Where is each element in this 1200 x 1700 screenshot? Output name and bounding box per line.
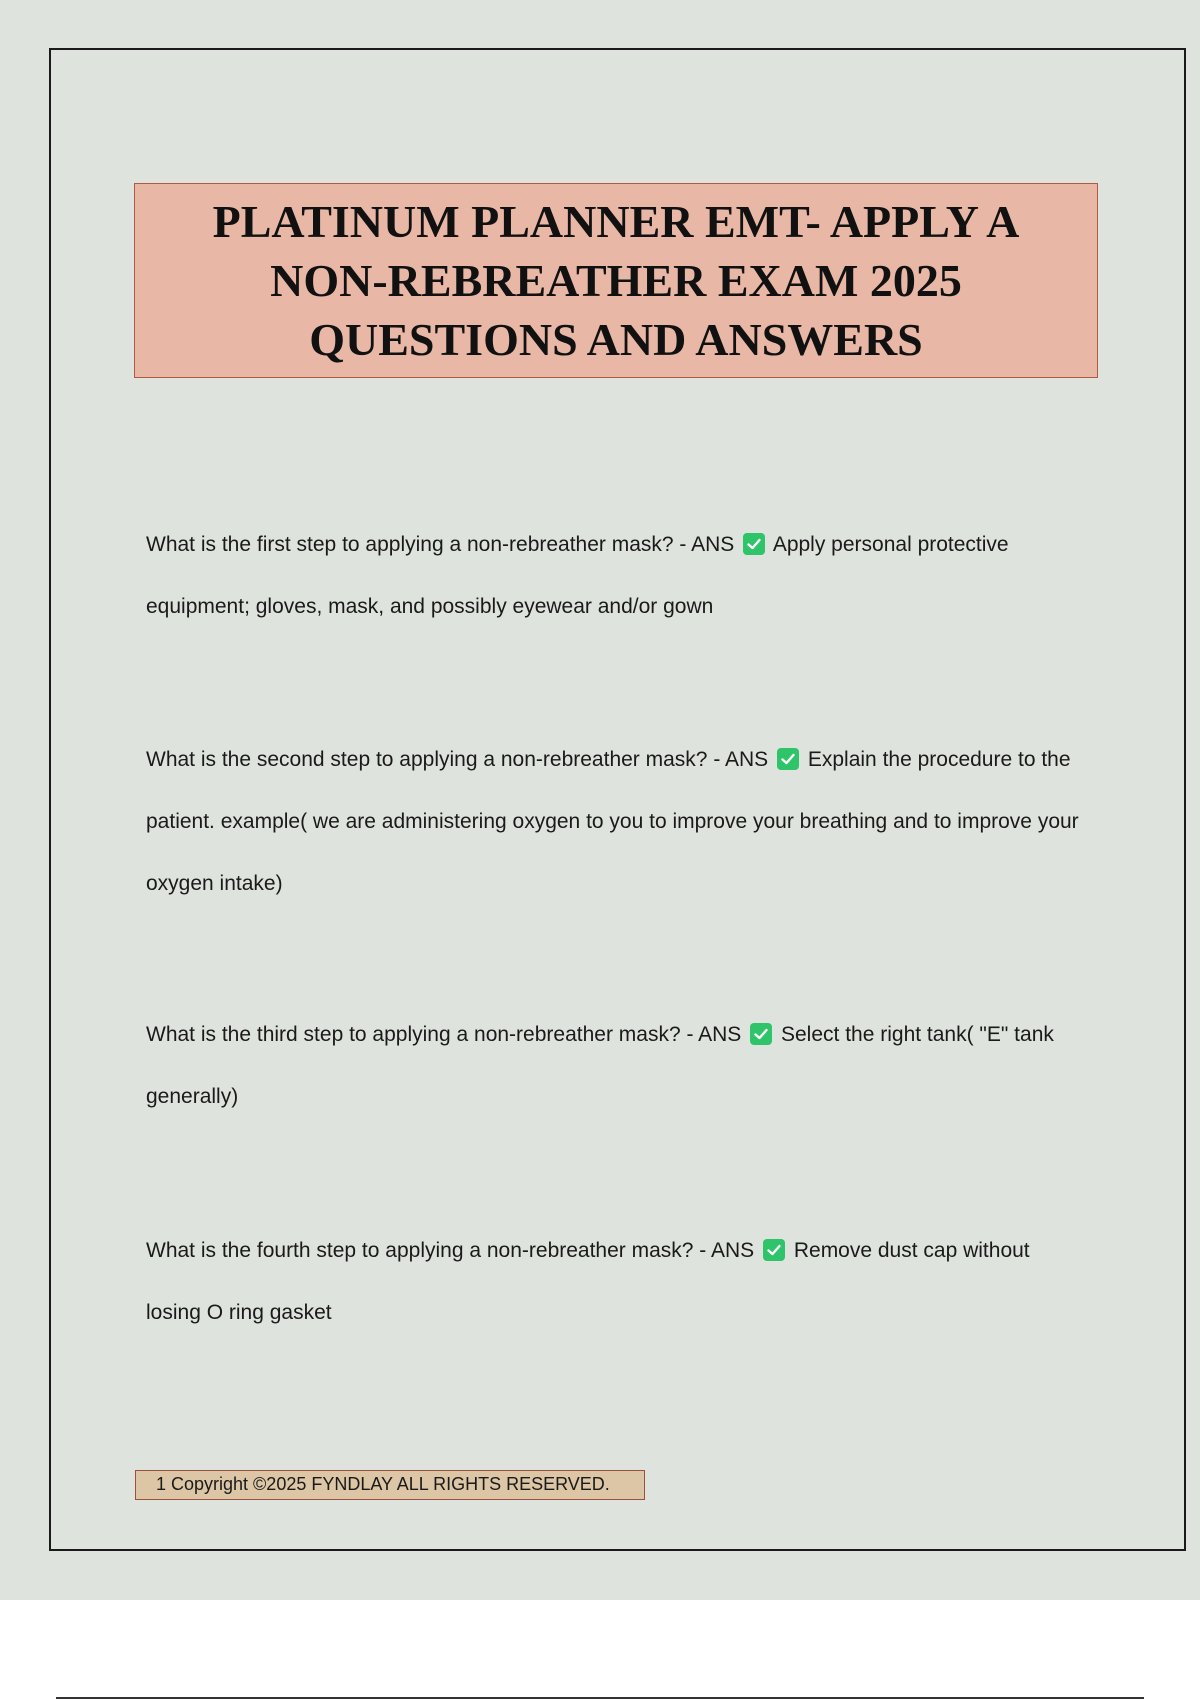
check-mark-icon <box>763 1239 785 1261</box>
title-line: QUESTIONS AND ANSWERS <box>309 314 923 365</box>
title-banner <box>134 183 1098 378</box>
answer-text: Select the right tank( "E" tank generally) <box>146 1023 1054 1108</box>
qa-item-3 <box>146 1004 1086 1128</box>
copyright-footer: 1 Copyright ©2025 FYNDLAY ALL RIGHTS RESERVED. <box>135 1470 645 1500</box>
answer-text: Remove dust cap without losing O ring gasket <box>146 1239 1030 1324</box>
answer-text: Explain the procedure to the patient. example( we are administering oxygen to you to improve your breathing and to improve your oxygen intake) <box>146 748 1079 895</box>
check-mark-icon <box>777 748 799 770</box>
title-line: NON-REBREATHER EXAM 2025 <box>270 255 962 306</box>
answer-text: Apply personal protective equipment; gloves, mask, and possibly eyewear and/or gown <box>146 533 1009 618</box>
qa-item-4 <box>146 1220 1086 1344</box>
title-line: PLATINUM PLANNER EMT- APPLY A <box>212 196 1020 247</box>
qa-item-1 <box>146 514 1086 638</box>
check-mark-icon <box>743 533 765 555</box>
document-title <box>213 192 1020 369</box>
question-text: What is the fourth step to applying a non-rebreather mask? - ANS <box>146 1239 755 1262</box>
qa-item-2 <box>146 729 1086 915</box>
question-text: What is the first step to applying a non-rebreather mask? - ANS <box>146 533 735 556</box>
check-mark-icon <box>750 1023 772 1045</box>
question-text: What is the third step to applying a non-rebreather mask? - ANS <box>146 1023 742 1046</box>
divider <box>56 1697 1144 1699</box>
question-text: What is the second step to applying a non-rebreather mask? - ANS <box>146 748 769 771</box>
